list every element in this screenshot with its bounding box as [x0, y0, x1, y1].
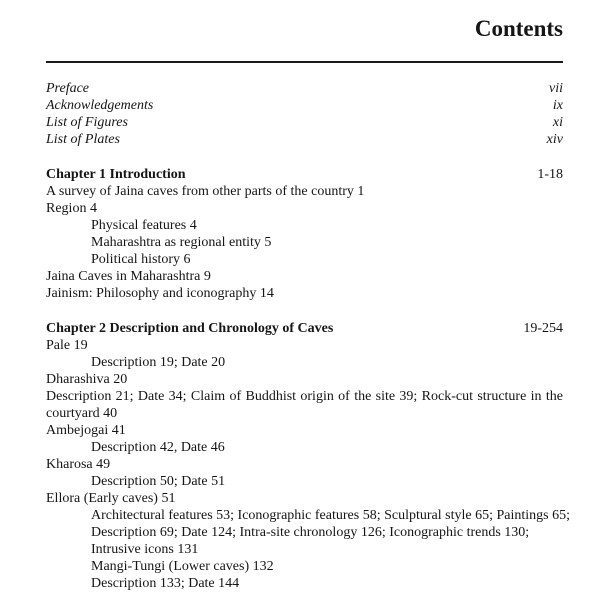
toc-subentry[interactable]: Intrusive icons 131: [91, 542, 199, 557]
toc-entry[interactable]: Jaina Caves in Maharashtra 9: [46, 269, 211, 284]
toc-label: List of Figures: [46, 115, 128, 130]
toc-label: Preface: [46, 81, 90, 96]
toc-entry[interactable]: Dharashiva 20: [46, 372, 128, 387]
toc-page: xiv: [546, 132, 563, 147]
toc-page: ix: [552, 98, 563, 113]
toc-subentry[interactable]: Description 19; Date 20: [91, 355, 226, 370]
toc-subentry[interactable]: Description 133; Date 144: [91, 576, 240, 591]
page-title: Contents: [474, 16, 563, 41]
toc-entry[interactable]: Jainism: Philosophy and iconography 14: [46, 286, 274, 301]
toc-entry[interactable]: courtyard 40: [46, 406, 118, 421]
toc-subentry[interactable]: Political history 6: [91, 252, 191, 267]
toc-entry[interactable]: Kharosa 49: [46, 457, 111, 472]
chapter-2-heading[interactable]: [46, 320, 563, 337]
toc-entry-list-of-plates[interactable]: [46, 131, 563, 148]
toc-entry[interactable]: Region 4: [46, 201, 97, 216]
chapter-title: Chapter 2 Description and Chronology of Caves: [46, 321, 334, 336]
toc-page: vii: [549, 81, 563, 96]
toc-subentry[interactable]: Maharashtra as regional entity 5: [91, 235, 272, 250]
toc-entry-list-of-figures[interactable]: [46, 114, 563, 131]
toc-entry-acknowledgements[interactable]: [46, 97, 563, 114]
toc-subentry[interactable]: Description 69; Date 124; Intra-site chronology 126; Iconographic trends 130;: [91, 525, 530, 540]
toc-label: Acknowledgements: [46, 98, 154, 113]
chapter-1-heading[interactable]: [46, 166, 563, 183]
toc-subentry[interactable]: Physical features 4: [91, 218, 197, 233]
chapter-pages: 1-18: [537, 167, 563, 182]
toc-subentry[interactable]: Description 42, Date 46: [91, 440, 225, 455]
toc-entry[interactable]: Pale 19: [46, 338, 88, 353]
toc-entry-preface[interactable]: [46, 80, 563, 97]
toc-subentry[interactable]: Mangi-Tungi (Lower caves) 132: [91, 559, 274, 574]
toc-label: List of Plates: [46, 132, 120, 147]
toc-entry[interactable]: Ambejogai 41: [46, 423, 126, 438]
toc-subentry[interactable]: Description 50; Date 51: [91, 474, 226, 489]
toc-entry[interactable]: A survey of Jaina caves from other parts of the country 1: [46, 184, 365, 199]
toc-page: xi: [552, 115, 563, 130]
toc-entry[interactable]: Ellora (Early caves) 51: [46, 491, 176, 506]
chapter-pages: 19-254: [523, 321, 563, 336]
toc-entry[interactable]: Description 21; Date 34; Claim of Buddhist origin of the site 39; Rock-cut structure in the: [46, 389, 563, 404]
chapter-title: Chapter 1 Introduction: [46, 167, 186, 182]
title-rule: [46, 61, 563, 63]
toc-subentry[interactable]: Architectural features 53; Iconographic features 58; Sculptural style 65; Paintings 65;: [91, 508, 570, 523]
